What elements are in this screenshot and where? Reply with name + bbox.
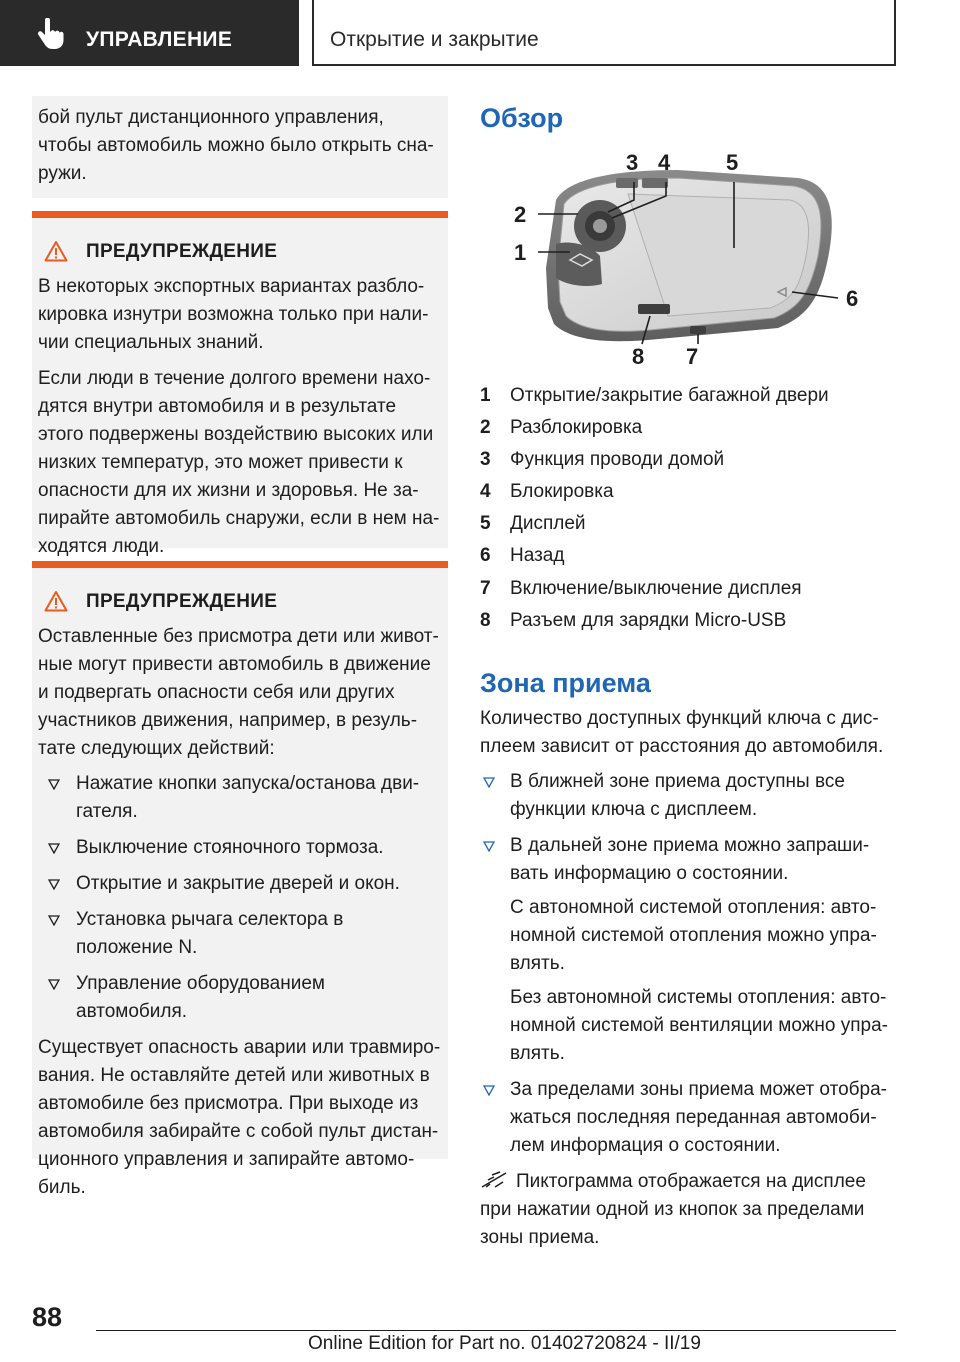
warning-bullet-list <box>38 770 442 1026</box>
figure-callout: 5 <box>726 150 739 175</box>
bullet-triangle-icon <box>483 841 495 852</box>
warning-triangle-icon <box>44 590 68 612</box>
warning-text: этого подвержены воздействию высоких или <box>38 424 434 445</box>
bullet-triangle-icon <box>483 777 495 788</box>
list-item: Открытие и закрытие дверей и окон. <box>38 870 442 898</box>
list-item: За пределами зоны приема может отобра- жаться последняя переданная автомоби- лем информация о состоянии. <box>480 1076 896 1160</box>
overview-heading: Обзор <box>480 103 564 133</box>
warning-text: ционного управления и запирайте автомо- <box>38 1149 415 1170</box>
range-intro: плеем зависит от расстояния до автомобиля. <box>480 736 884 757</box>
warning-text: дятся внутри автомобиля и в результате <box>38 396 397 417</box>
range-bullet-list <box>480 768 896 1160</box>
list-item: Управление оборудованием автомобиля. <box>38 970 442 1026</box>
page-number: 88 <box>32 1302 63 1332</box>
picto-note: зоны приема. <box>480 1227 600 1248</box>
range-intro: Количество доступных функций ключа с дис- <box>480 708 879 729</box>
warning-text: и подвергать опасности себя или других <box>38 682 395 703</box>
legend-item: 7 Включение/выключение дисплея <box>480 577 802 599</box>
sub-paragraph: С автономной системой отопления: авто- номной системой отопления можно упра- влять. <box>510 897 877 974</box>
warning-text: В некоторых экспортных вариантах разбло- <box>38 276 425 297</box>
list-item: Нажатие кнопки запуска/останова дви- гателя. <box>38 770 442 826</box>
list-item: В дальней зоне приема можно запраши- вать информацию о состоянии. С автономной системой отопления: авто- номной системой отопления можно упра- влять. Без автономной системы отопления: авто- номной системой вентиляции можно упра- влять. <box>480 832 896 1068</box>
figure-callout: 7 <box>686 344 699 369</box>
bullet-triangle-icon <box>48 915 60 926</box>
warning-text: Оставленные без присмотра дети или живот- <box>38 626 439 647</box>
warning-text: биль. <box>38 1177 86 1198</box>
warning-triangle-icon <box>44 240 68 262</box>
bullet-triangle-icon <box>48 843 60 854</box>
legend-item: 6 Назад <box>480 545 565 567</box>
warning-bar <box>32 561 448 568</box>
range-heading: Зона приема <box>480 668 651 698</box>
footer-edition: Online Edition for Part no. 01402720824 - II/19 <box>308 1333 701 1354</box>
warning-text: автомобиля забирайте с собой пульт дистан- <box>38 1121 439 1142</box>
warning-text: тате следующих действий: <box>38 738 275 759</box>
figure-callout: 1 <box>514 240 527 265</box>
legend-item: 2 Разблокировка <box>480 417 643 439</box>
warning-text: низких температур, это может привести к <box>38 452 403 473</box>
warning-heading <box>38 240 442 270</box>
range-section <box>480 705 896 1252</box>
hand-pointer-icon <box>36 18 66 50</box>
bullet-triangle-icon <box>48 879 60 890</box>
figure-callout: 2 <box>514 202 527 227</box>
sub-paragraph: Без автономной системы отопления: авто- номной системой вентиляции можно упра- влять. <box>510 987 888 1064</box>
figure-callout: 4 <box>658 150 671 175</box>
bullet-triangle-icon <box>483 1085 495 1096</box>
picto-note: Пиктограмма отображается на дисплее <box>480 1168 896 1196</box>
legend-item: 3 Функция проводи домой <box>480 449 725 471</box>
warning-text: пирайте автомобиль снаружи, если в нем на- <box>38 508 440 529</box>
figure-callout: 3 <box>626 150 639 175</box>
legend-item: 4 Блокировка <box>480 481 614 503</box>
continuation-line: чтобы автомобиль можно было открыть сна- <box>38 135 434 156</box>
legend-item: 5 Дисплей <box>480 513 586 535</box>
legend-item: 8 Разъем для зарядки Micro-USB <box>480 609 787 631</box>
warning-text: Существует опасность аварии или травмиро- <box>38 1037 441 1058</box>
continuation-line: ружи. <box>38 163 87 184</box>
list-item: Выключение стояночного тормоза. <box>38 834 442 862</box>
bullet-triangle-icon <box>48 979 60 990</box>
list-item: В ближней зоне приема доступны все функции ключа с дисплеем. <box>480 768 896 824</box>
warning-title: ПРЕДУПРЕЖДЕНИЕ <box>86 241 278 262</box>
warning-text: Если люди в течение долгого времени нахо- <box>38 368 431 389</box>
warning-panel-2 <box>32 561 448 1198</box>
chapter-tab <box>312 0 896 66</box>
list-item: Установка рычага селектора в положение N. <box>38 906 442 962</box>
no-signal-pictogram-icon <box>480 1171 508 1189</box>
section-tab <box>0 0 299 66</box>
warning-text: кировка изнутри возможна только при нали- <box>38 304 429 325</box>
warning-panel-1 <box>32 211 448 557</box>
figure-legend <box>480 380 900 637</box>
display-key-illustration <box>508 148 880 372</box>
warning-text: участников движения, например, в резуль- <box>38 710 418 731</box>
legend-item: 1 Открытие/закрытие багажной двери <box>480 385 829 406</box>
chapter-label: Открытие и закрытие <box>330 28 539 51</box>
picto-note: при нажатии одной из кнопок за пределами <box>480 1199 865 1220</box>
warning-title: ПРЕДУПРЕЖДЕНИЕ <box>86 591 278 612</box>
figure-callout: 8 <box>632 344 645 369</box>
warning-text: вания. Не оставляйте детей или животных в <box>38 1065 430 1086</box>
continuation-panel <box>32 96 448 198</box>
warning-text: ные могут привести автомобиль в движение <box>38 654 431 675</box>
section-label: УПРАВЛЕНИЕ <box>86 28 233 51</box>
figure-callout: 6 <box>846 286 859 311</box>
warning-text: ходятся люди. <box>38 536 165 557</box>
bullet-triangle-icon <box>48 779 60 790</box>
warning-text: автомобиле без присмотра. При выходе из <box>38 1093 419 1114</box>
warning-heading <box>38 590 442 620</box>
continuation-line: бой пульт дистанционного управления, <box>38 107 384 128</box>
warning-text: чии специальных знаний. <box>38 332 264 353</box>
footer-rule <box>96 1330 896 1331</box>
warning-bar <box>32 211 448 218</box>
warning-text: опасности для их жизни и здоровья. Не за- <box>38 480 419 501</box>
